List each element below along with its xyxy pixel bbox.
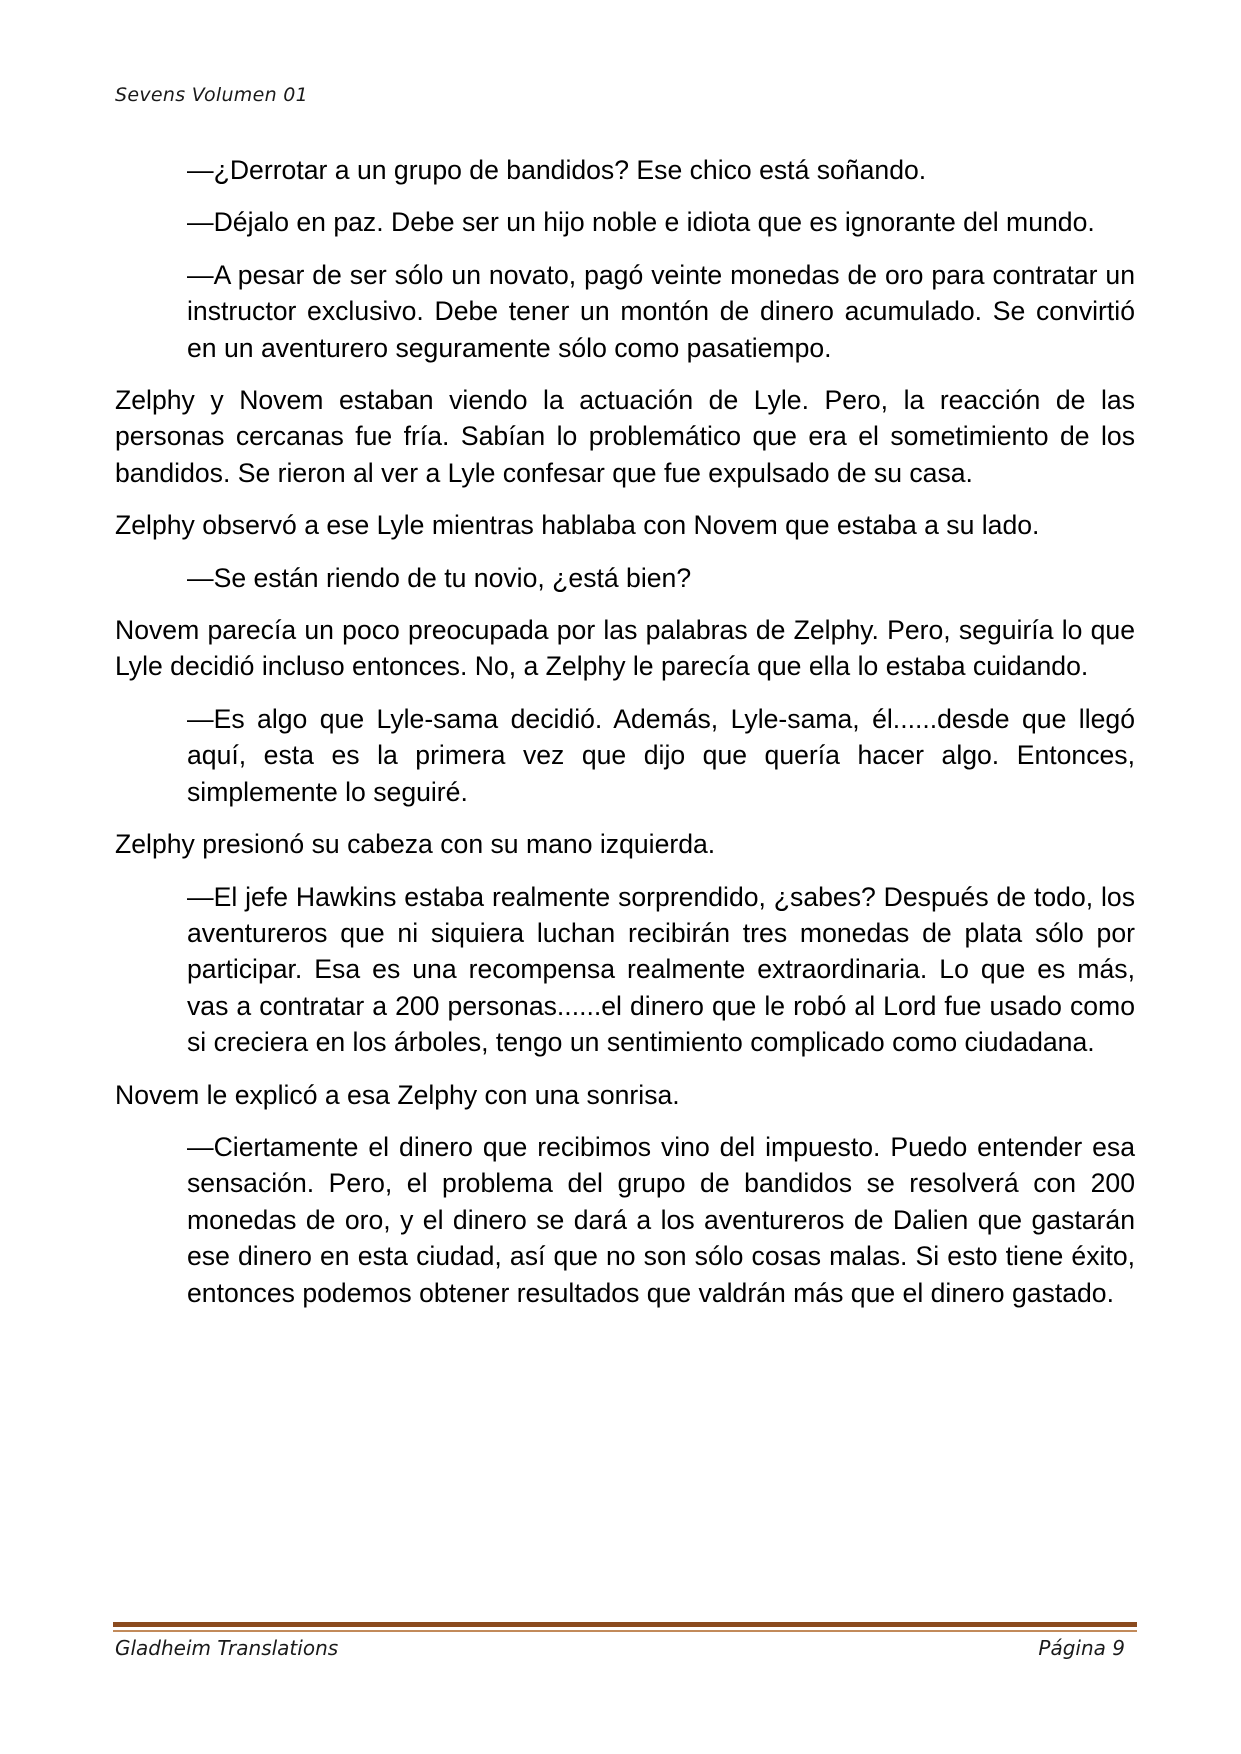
paragraph-dialogue: —Es algo que Lyle-sama decidió. Además, Lyle-sama, él......desde que llegó aquí, esta es la primera vez que dijo que quería hacer algo. Entonces, simplemente lo seguiré.	[187, 703, 1135, 807]
footer-publisher: Gladheim Translations	[115, 1636, 339, 1660]
body-text	[115, 152, 1135, 1327]
footer-divider-thin	[113, 1630, 1137, 1632]
paragraph-dialogue: —Se están riendo de tu novio, ¿está bien?	[187, 562, 692, 593]
footer-divider-thick	[113, 1622, 1137, 1627]
paragraph-narration: Zelphy y Novem estaban viendo la actuación de Lyle. Pero, la reacción de las personas cercanas fue fría. Sabían lo problemático que era el sometimiento de los bandidos. Se rieron al ver a Lyle confesar que fue expulsado de su casa.	[115, 385, 1135, 488]
paragraph-narration: Zelphy presionó su cabeza con su mano izquierda.	[115, 829, 716, 860]
paragraph-dialogue: —El jefe Hawkins estaba realmente sorprendido, ¿sabes? Después de todo, los aventureros que ni siquiera luchan recibirán tres monedas de plata sólo por participar. Esa es una recompensa realmente extraordinaria. Lo que es más, vas a contratar a 200 personas......el dinero que le robó al Lord fue usado como si creciera en los árboles, tengo un sentimiento complicado como ciudadana.	[187, 881, 1135, 1058]
footer-page-number: Página 9	[1038, 1636, 1125, 1660]
paragraph-narration: Zelphy observó a ese Lyle mientras hablaba con Novem que estaba a su lado.	[115, 510, 1040, 541]
paragraph-narration: Novem parecía un poco preocupada por las palabras de Zelphy. Pero, seguiría lo que Lyle decidió incluso entonces. No, a Zelphy le parecía que ella lo estaba cuidando.	[115, 615, 1135, 682]
paragraph-dialogue: —Déjalo en paz. Debe ser un hijo noble e idiota que es ignorante del mundo.	[187, 207, 1095, 238]
paragraph-dialogue: —Ciertamente el dinero que recibimos vino del impuesto. Puedo entender esa sensación. Pero, el problema del grupo de bandidos se resolverá con 200 monedas de oro, y el dinero se dará a los aventureros de Dalien que gastarán ese dinero en esta ciudad, así que no son sólo cosas malas. Si esto tiene éxito, entonces podemos obtener resultados que valdrán más que el dinero gastado.	[187, 1131, 1135, 1308]
paragraph-narration: Novem le explicó a esa Zelphy con una sonrisa.	[115, 1079, 680, 1110]
running-header-title: Sevens Volumen 01	[115, 84, 309, 106]
paragraph-dialogue: —A pesar de ser sólo un novato, pagó veinte monedas de oro para contratar un instructor exclusivo. Debe tener un montón de dinero acumulado. Se convirtió en un aventurero seguramente sólo como pasatiempo.	[187, 259, 1135, 363]
paragraph-dialogue: —¿Derrotar a un grupo de bandidos? Ese chico está soñando.	[187, 155, 927, 185]
